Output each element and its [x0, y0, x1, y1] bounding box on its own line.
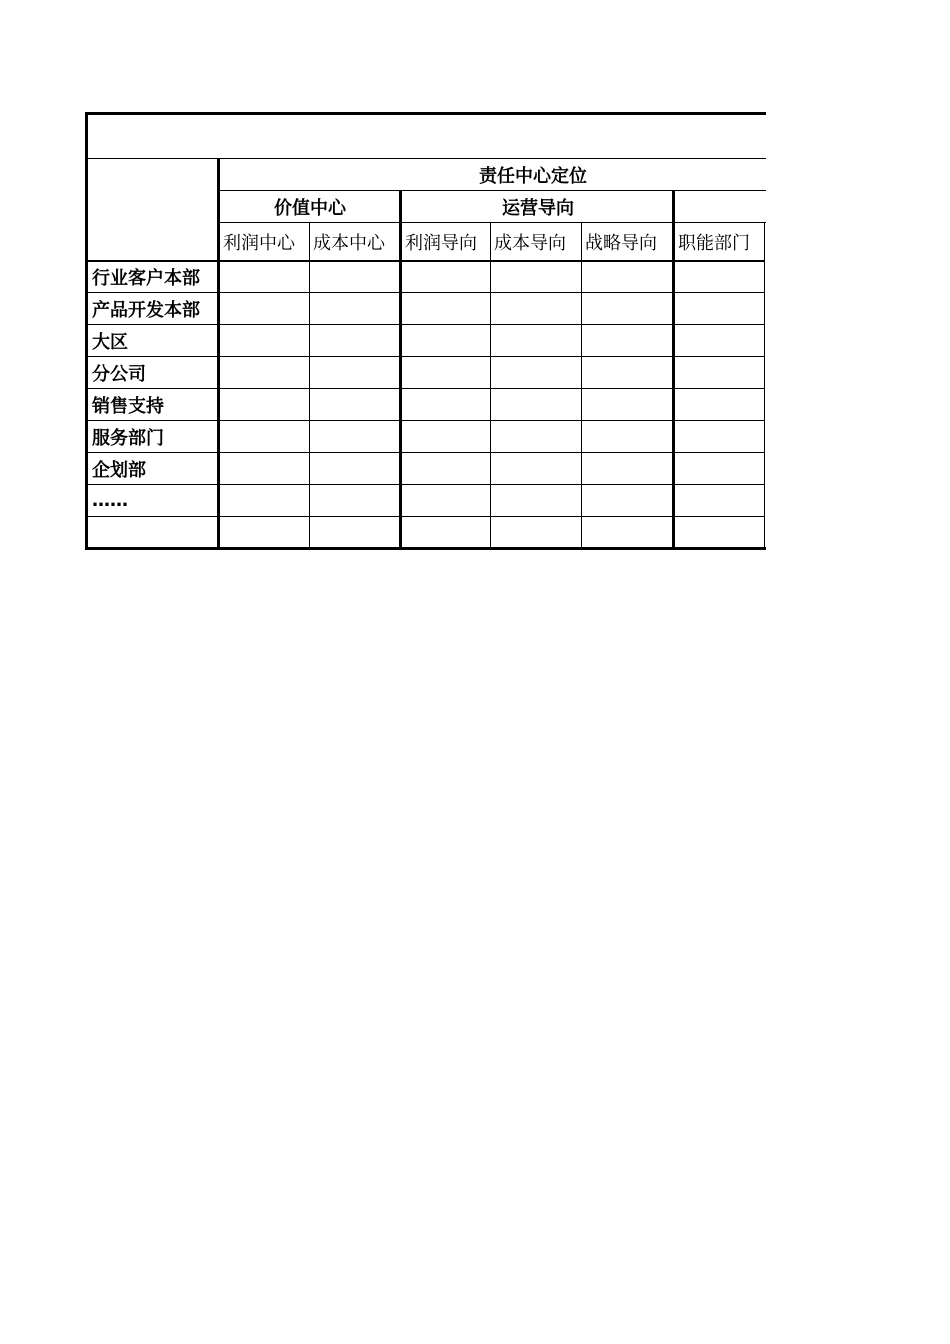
- table-cell[interactable]: [582, 262, 672, 292]
- column-header-profit-center: 利润中心: [223, 232, 295, 254]
- table-cell[interactable]: [491, 262, 581, 292]
- table-cell[interactable]: [310, 485, 399, 516]
- group-header-responsibility-positioning: 责任中心定位: [479, 166, 587, 187]
- row-label-branch-company: 分公司: [92, 363, 146, 385]
- table-cell[interactable]: [402, 325, 490, 356]
- table-cell[interactable]: [220, 485, 309, 516]
- row-label-empty: [88, 517, 217, 547]
- table-cell[interactable]: [491, 453, 581, 484]
- table-cell[interactable]: [491, 517, 581, 547]
- section-header-value-center: 价值中心: [274, 198, 346, 219]
- table-cell[interactable]: [675, 325, 764, 356]
- table-cell[interactable]: [220, 517, 309, 547]
- table-cell[interactable]: [310, 262, 399, 292]
- table-cell[interactable]: [582, 453, 672, 484]
- table-cell[interactable]: [402, 357, 490, 388]
- table-cell[interactable]: [220, 262, 309, 292]
- table-cell[interactable]: [582, 421, 672, 452]
- table-cell[interactable]: [675, 262, 764, 292]
- corner-header-cell: [88, 159, 218, 260]
- table-cell[interactable]: [675, 389, 764, 420]
- section-header-functional: [676, 191, 766, 223]
- table-cell[interactable]: [675, 517, 764, 547]
- column-header-cost-oriented: 成本导向: [494, 232, 566, 254]
- table-cell[interactable]: [220, 325, 309, 356]
- table-cell[interactable]: [310, 517, 399, 547]
- column-header-functional-department: 职能部门: [678, 232, 750, 254]
- column-header-strategy-oriented: 战略导向: [585, 232, 657, 254]
- table-cell[interactable]: [582, 357, 672, 388]
- table-cell[interactable]: [582, 485, 672, 516]
- table-cell[interactable]: [491, 357, 581, 388]
- table-cell[interactable]: [491, 389, 581, 420]
- table-cell[interactable]: [310, 357, 399, 388]
- table-cell[interactable]: [220, 453, 309, 484]
- table-cell[interactable]: [402, 453, 490, 484]
- table-cell[interactable]: [402, 485, 490, 516]
- table-cell[interactable]: [220, 293, 309, 324]
- table-cell[interactable]: [220, 357, 309, 388]
- table-cell[interactable]: [582, 389, 672, 420]
- table-cell[interactable]: [402, 293, 490, 324]
- table-cell[interactable]: [310, 293, 399, 324]
- column-header-profit-oriented: 利润导向: [405, 232, 477, 254]
- table-cell[interactable]: [491, 485, 581, 516]
- table-cell[interactable]: [675, 421, 764, 452]
- table-cell[interactable]: [310, 325, 399, 356]
- row-label-industry-customer: 行业客户本部: [92, 268, 200, 289]
- table-title: [88, 115, 766, 158]
- column-header-cost-center: 成本中心: [313, 232, 385, 254]
- table-cell[interactable]: [675, 357, 764, 388]
- table-cell[interactable]: [582, 517, 672, 547]
- table-cell[interactable]: [582, 293, 672, 324]
- table-cell[interactable]: [220, 389, 309, 420]
- table-cell[interactable]: [675, 453, 764, 484]
- row-label-product-development: 产品开发本部: [92, 299, 200, 321]
- row-label-ellipsis: ……: [92, 490, 128, 511]
- table-cell[interactable]: [491, 325, 581, 356]
- table-cell[interactable]: [402, 262, 490, 292]
- table-cell[interactable]: [220, 421, 309, 452]
- table-cell[interactable]: [402, 389, 490, 420]
- table-cell[interactable]: [402, 517, 490, 547]
- row-label-service-department: 服务部门: [92, 427, 164, 449]
- table-cell[interactable]: [675, 485, 764, 516]
- row-label-sales-support: 销售支持: [92, 395, 164, 417]
- table-cell[interactable]: [310, 389, 399, 420]
- row-label-region: 大区: [92, 331, 128, 353]
- table-cell[interactable]: [675, 293, 764, 324]
- row-label-planning-department: 企划部: [92, 459, 146, 481]
- section-header-operation-orientation: 运营导向: [502, 198, 574, 219]
- right-edge-line: [764, 223, 765, 550]
- table-cell[interactable]: [310, 453, 399, 484]
- table-cell[interactable]: [491, 293, 581, 324]
- table-cell[interactable]: [310, 421, 399, 452]
- table-cell[interactable]: [402, 421, 490, 452]
- table-cell[interactable]: [582, 325, 672, 356]
- table-cell[interactable]: [491, 421, 581, 452]
